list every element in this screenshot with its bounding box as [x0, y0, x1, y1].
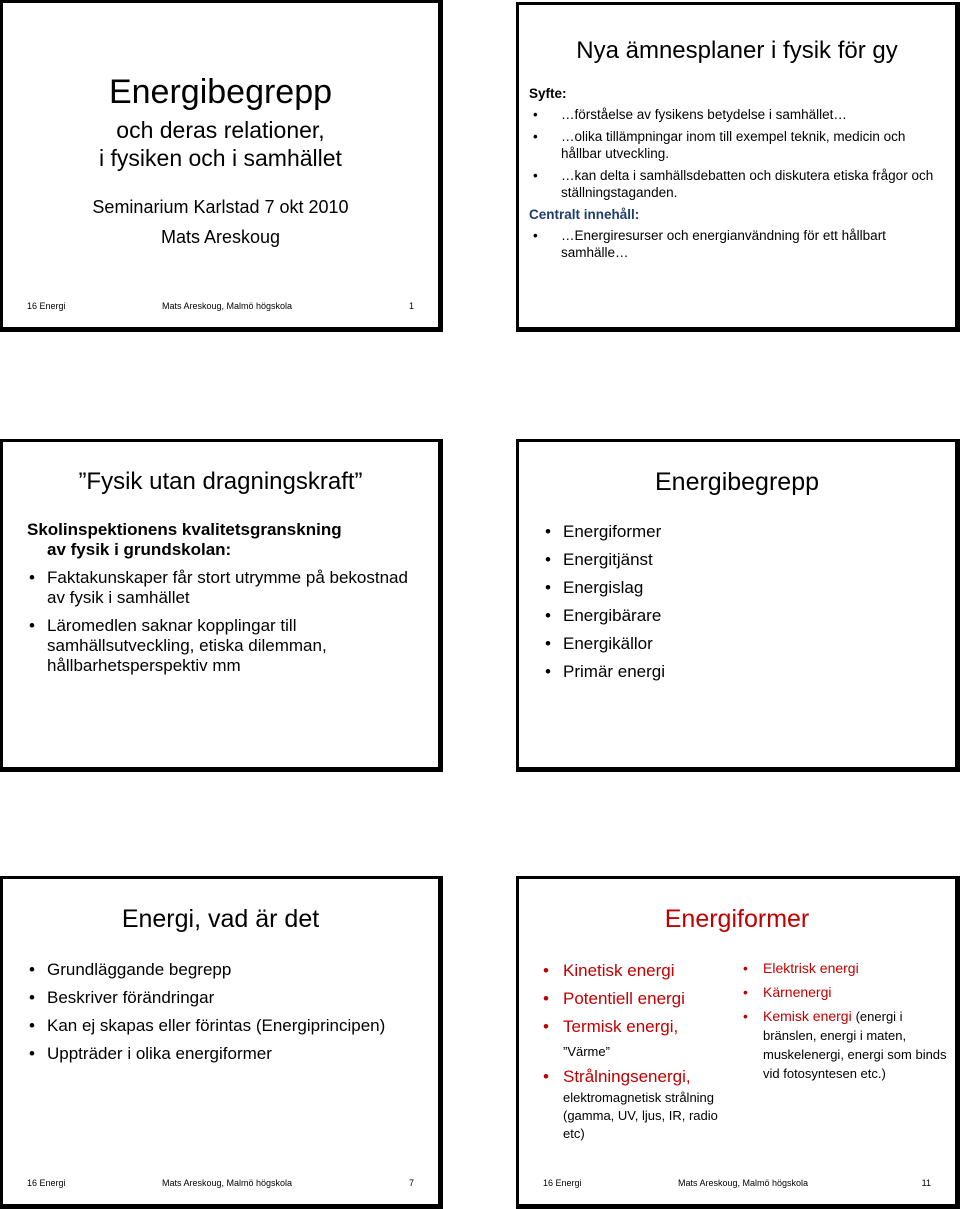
- slide-title: Energibegrepp: [108, 73, 333, 111]
- author-name: Mats Areskoug: [160, 227, 281, 247]
- bullet-item: • Kinetisk energi: [541, 959, 741, 983]
- slide-title: Nya ämnesplaner i fysik för gy: [576, 37, 898, 64]
- slide-3: [0, 439, 443, 772]
- footer-page-number: 1: [408, 301, 414, 311]
- slide-2: [516, 2, 960, 332]
- slide-footer: [543, 1178, 931, 1190]
- bullet-item: [541, 1065, 741, 1143]
- bullet-item: • Elektrisk energi: [741, 959, 951, 977]
- bullet-item: • Energiformer: [543, 522, 665, 550]
- slide-body: [529, 85, 939, 266]
- footer-left: 16 Energi: [27, 1178, 66, 1188]
- slide-title: Energi, vad är det: [121, 905, 320, 933]
- slide-6: [516, 876, 960, 1209]
- bullet-item: • …förståelse av fysikens betydelse i samhället…: [529, 106, 939, 123]
- bullet-item-note: ”Värme”: [563, 1044, 610, 1059]
- footer-left: 16 Energi: [27, 301, 66, 311]
- bullet-list: [543, 522, 665, 690]
- bullet-item: • Kärnenergi: [741, 983, 951, 1001]
- slide-body: [27, 520, 427, 684]
- bullet-item-label: Termisk energi,: [563, 1017, 679, 1036]
- bullet-item: [741, 1007, 951, 1083]
- seminar-info: Seminarium Karlstad 7 okt 2010: [92, 197, 349, 217]
- slide-footer: [27, 1178, 414, 1190]
- bullet-item: • …Energiresurser och energianvändning för ett hållbart samhälle…: [529, 227, 939, 261]
- energy-forms-right-column: [741, 959, 951, 1089]
- bullet-item: • Läromedlen saknar kopplingar till samhällsutveckling, etiska dilemman, hållbarhetsperspektiv mm: [27, 616, 427, 676]
- energy-forms-left-column: [541, 959, 741, 1147]
- bullet-item: • Potentiell energi: [541, 987, 741, 1011]
- bullet-item-label: Kemisk energi: [763, 1008, 852, 1024]
- bullet-list: [529, 227, 939, 261]
- slide-title: ”Fysik utan dragningskraft”: [78, 468, 363, 495]
- bullet-item: • Faktakunskaper får stort utrymme på bekostnad av fysik i samhället: [27, 568, 427, 608]
- bullet-item-note: (energi i bränslen, energi i maten, muskelenergi, energi som binds vid fotosyntesen etc.): [763, 1009, 947, 1081]
- bullet-item: • Uppträder i olika energiformer: [27, 1043, 427, 1065]
- footer-left: 16 Energi: [543, 1178, 582, 1188]
- bullet-item-note: elektromagnetisk strålning (gamma, UV, ljus, IR, radio etc): [563, 1090, 718, 1141]
- bullet-item: [541, 1015, 741, 1061]
- slide-5: [0, 876, 443, 1209]
- bullet-item: • Beskriver förändringar: [27, 987, 427, 1009]
- bullet-item: • Energikällor: [543, 634, 665, 662]
- footer-author: Mats Areskoug, Malmö högskola: [678, 1178, 809, 1188]
- bullet-item: • …kan delta i samhällsdebatten och diskutera etiska frågor och ställningstaganden.: [529, 167, 939, 201]
- slide-subtitle-line1: och deras relationer,: [116, 117, 325, 143]
- section-heading: [27, 520, 427, 560]
- bullet-item: • Primär energi: [543, 662, 665, 690]
- footer-page-number: 11: [921, 1178, 931, 1188]
- section-heading-syfte: Syfte:: [529, 86, 567, 101]
- heading-line2: av fysik i grundskolan:: [47, 540, 232, 559]
- footer-author: Mats Areskoug, Malmö högskola: [162, 1178, 293, 1188]
- section-heading-centralt-innehall: Centralt innehåll:: [529, 207, 640, 222]
- slide-subtitle-line2: i fysiken och i samhället: [99, 145, 342, 171]
- slide-1: [0, 0, 443, 332]
- slide-title: Energibegrepp: [654, 468, 819, 496]
- footer-page-number: 7: [408, 1178, 414, 1188]
- footer-author: Mats Areskoug, Malmö högskola: [162, 301, 293, 311]
- bullet-item: • Kan ej skapas eller förintas (Energiprincipen): [27, 1015, 427, 1037]
- bullet-list: [529, 106, 939, 201]
- bullet-item: • Energibärare: [543, 606, 665, 634]
- bullet-item: • Energislag: [543, 578, 665, 606]
- bullet-list: [27, 959, 427, 1071]
- bullet-item-label: Strålningsenergi,: [563, 1067, 691, 1086]
- bullet-item: • …olika tillämpningar inom till exempel teknik, medicin och hållbar utveckling.: [529, 128, 939, 162]
- bullet-list: [27, 568, 427, 676]
- bullet-item: • Energitjänst: [543, 550, 665, 578]
- heading-line1: Skolinspektionens kvalitetsgranskning: [27, 520, 342, 539]
- slide-footer: [27, 301, 414, 313]
- slide-title: Energiformer: [664, 905, 810, 933]
- slide-4: [516, 439, 960, 772]
- bullet-item: • Grundläggande begrepp: [27, 959, 427, 981]
